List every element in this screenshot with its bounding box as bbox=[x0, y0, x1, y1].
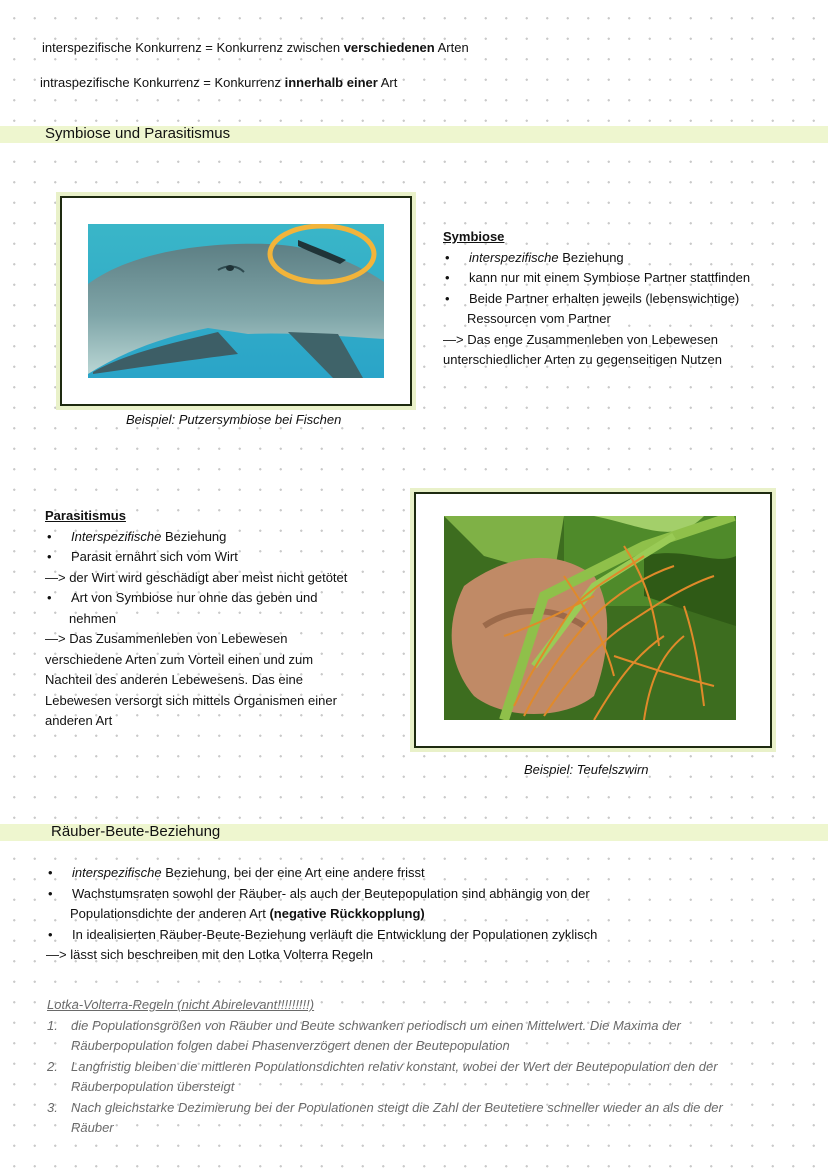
symbiose-block: Symbiose • interspezifische Beziehung • kann nur mit einem Symbiose Partner stattfinden • Beide Partner erhalten jeweils (lebenswichtige) Ressourcen vom Partner —> Das enge Zusammenleben von Lebewesen unterschiedlicher Arten zu gegenseitigen Nutzen bbox=[443, 229, 751, 367]
list-item: • Wachstumsraten sowohl der Räuber- als auch der Beutepopulation sind abhängig von der bbox=[48, 885, 590, 901]
dodder-photo bbox=[444, 516, 736, 720]
parasitismus-heading: Parasitismus bbox=[45, 508, 126, 523]
list-item: 3. Nach gleichstarke Dezimierung bei der Populationen steigt die Zahl der Beutetiere schneller wieder an als die der bbox=[47, 1099, 723, 1115]
section-title-symbiose-parasitismus: Symbiose und Parasitismus bbox=[45, 125, 231, 142]
lotka-volterra-block: Lotka-Volterra-Regeln (nicht Abirelevant!!!!!!!!!) 1. die Populationsgrößen von Räuber und Beute schwanken periodisch um einen Mittelwert. Die Maxima der Räuberpopulation folgen dabei Phasenverzögert denen der Beutepopulation 2. Langfristig bleiben die mittleren Populationsdichten relativ konstant, wobei der Wert der Beutepopulation den der Räuberpopulation übersteigt 3. Nach gleichstarke Dezimierung bei der Populationen steigt die Zahl der Beutetiere schneller wieder an als die der Räuber bbox=[47, 997, 723, 1135]
parasitismus-block: Parasitismus • Interspezifische Beziehung • Parasit ernährt sich vom Wirt —> der Wirt wird geschädigt aber meist nicht getötet • Art von Symbiose nur ohne das geben und nehmen —> Das Zusammenleben von Lebewesen verschiedene Arten zum Vorteil einen und zum Nachteil des anderen Lebewesens. Das eine Lebewesen versorgt sich mittels Organismen einer anderen Art bbox=[45, 508, 348, 728]
list-item: • Interspezifische Beziehung bbox=[47, 528, 227, 544]
list-item: • kann nur mit einem Symbiose Partner stattfinden bbox=[445, 270, 751, 285]
raeuber-beute-block: • interspezifische Beziehung, bei der eine Art eine andere frisst • Wachstumsraten sowohl der Räuber- als auch der Beutepopulation sind abhängig von der Populationsdichte der anderen Art (negative Rückkopplung) • In idealisierten Räuber-Beute-Beziehung verläuft die Entwicklung der Populationen zyklisch —> lässt sich beschreiben mit den Lotka Volterra Regeln bbox=[46, 865, 598, 962]
interspecific-competition-definition: interspezifische Konkurrenz = Konkurrenz zwischen verschiedenen Arten bbox=[42, 40, 469, 55]
intraspecific-competition-definition: intraspezifische Konkurrenz = Konkurrenz innerhalb einer Art bbox=[40, 75, 398, 90]
dodder-image-frame bbox=[414, 492, 772, 748]
list-item: 2. Langfristig bleiben die mittleren Populationsdichten relativ konstant, wobei der Wert der Beutepopulation den der bbox=[47, 1058, 718, 1074]
shark-photo bbox=[88, 224, 384, 378]
list-item: • interspezifische Beziehung, bei der eine Art eine andere frisst bbox=[48, 865, 425, 880]
list-item: • interspezifische Beziehung bbox=[445, 249, 624, 265]
shark-image-frame bbox=[60, 196, 412, 406]
list-item: • Art von Symbiose nur ohne das geben und bbox=[47, 590, 318, 605]
list-item: • In idealisierten Räuber-Beute-Beziehung verläuft die Entwicklung der Populationen zyklisch bbox=[48, 926, 598, 942]
list-item: • Parasit ernährt sich vom Wirt bbox=[47, 549, 238, 564]
list-item: 1. die Populationsgrößen von Räuber und Beute schwanken periodisch um einen Mittelwert. Die Maxima der bbox=[47, 1017, 681, 1033]
caption-parasitismus: Beispiel: Teufelszwirn bbox=[524, 762, 649, 777]
list-item: • Beide Partner erhalten jeweils (lebenswichtige) bbox=[445, 290, 740, 306]
section-title-raeuber-beute: Räuber-Beute-Beziehung bbox=[51, 823, 221, 840]
symbiose-heading: Symbiose bbox=[443, 229, 505, 244]
caption-symbiose: Beispiel: Putzersymbiose bei Fischen bbox=[126, 412, 342, 427]
lotka-volterra-title: Lotka-Volterra-Regeln (nicht Abirelevant!!!!!!!!!) bbox=[47, 997, 315, 1012]
